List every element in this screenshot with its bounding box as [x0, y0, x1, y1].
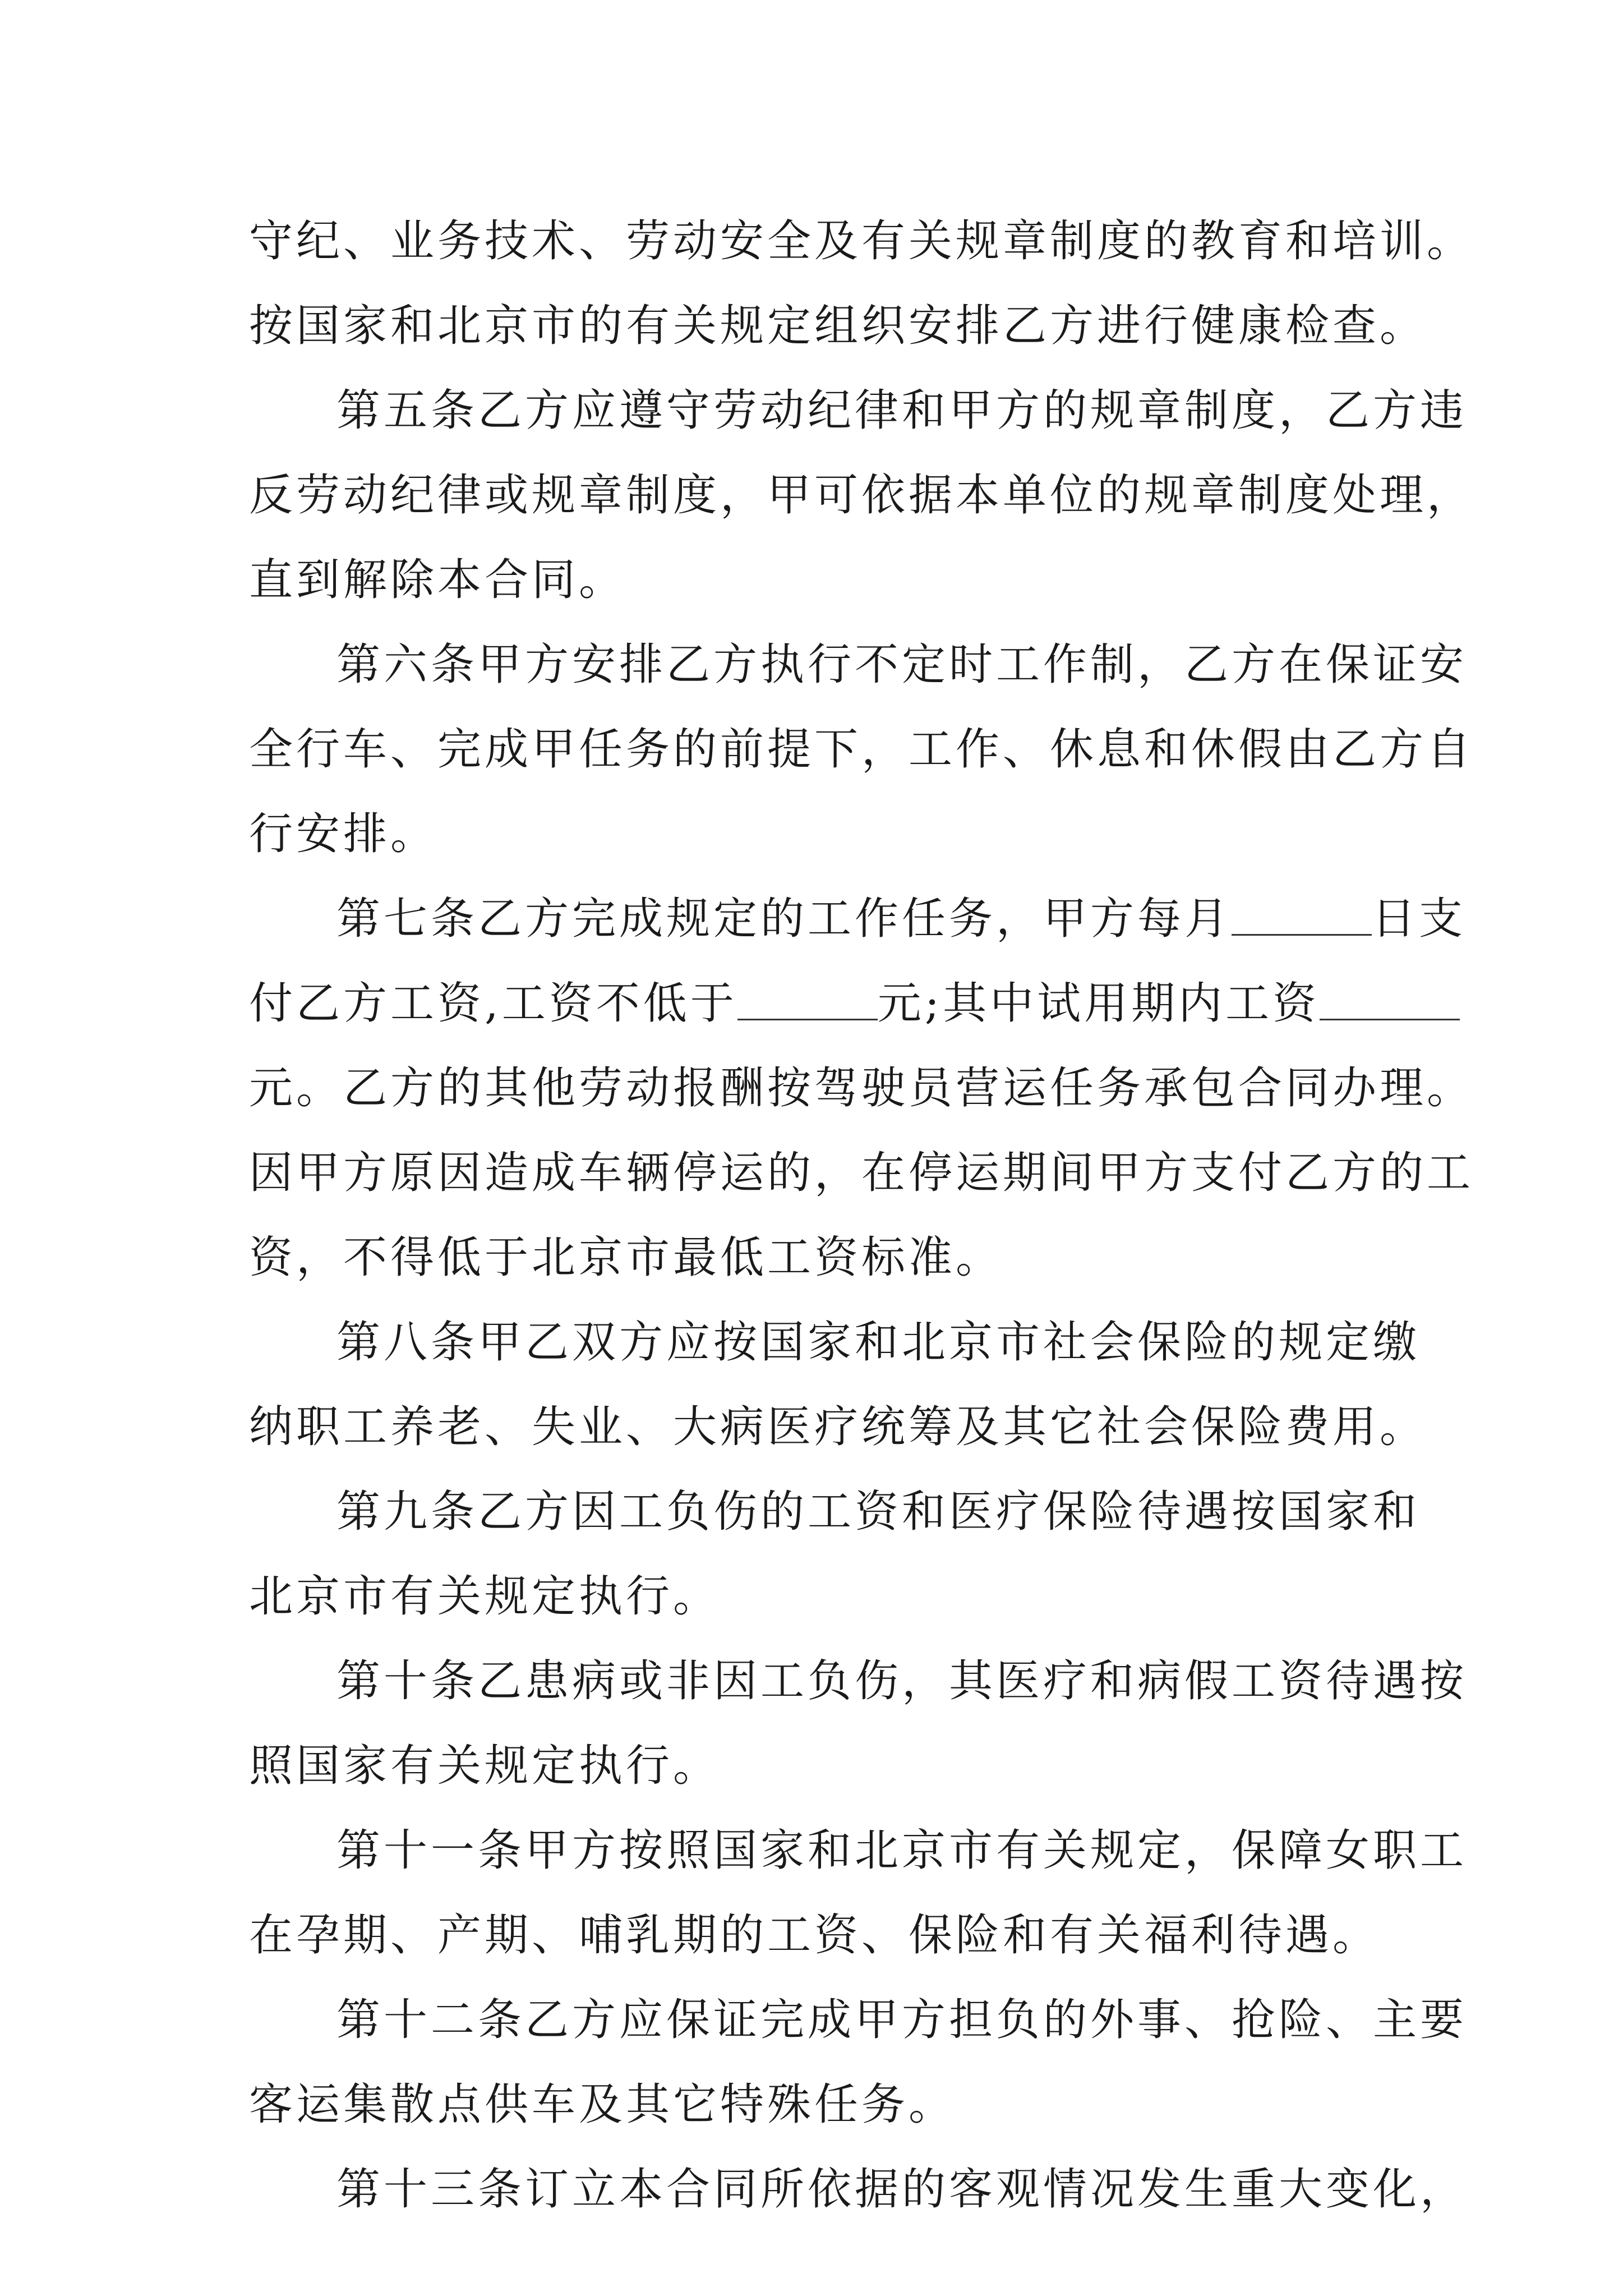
text-line [249, 707, 1474, 792]
text-line [249, 1554, 1382, 1639]
text-line [249, 199, 1474, 284]
text-segment: 行安排。 [249, 809, 438, 859]
paragraph [249, 1978, 1468, 2147]
text-line [249, 961, 1382, 1046]
text-segment: 北京市有关规定执行。 [249, 1571, 721, 1622]
text-segment: 第十三条订立本合同所依据的客观情况发生重大变化， [336, 2164, 1468, 2215]
fill-in-blank[interactable] [1232, 892, 1372, 936]
paragraph [249, 1470, 1421, 1639]
text-segment: 元。乙方的其他劳动报酬按驾驶员营运任务承包合同办理。 [249, 1063, 1474, 1114]
text-segment: 第十一条甲方按照国家和北京市有关规定，保障女职工 [336, 1825, 1468, 1876]
text-segment: 客运集散点供车及其它特殊任务。 [249, 2079, 956, 2130]
text-segment: 付乙方工资,工资不低于 [249, 978, 737, 1029]
text-line [249, 2147, 1468, 2232]
text-line [249, 1809, 1468, 1893]
paragraph [249, 1300, 1427, 1470]
text-line [249, 1385, 1427, 1470]
text-segment: 第九条乙方因工负伤的工资和医疗保险待遇按国家和 [336, 1487, 1421, 1537]
text-line [249, 369, 1468, 453]
text-segment: 按国家和北京市的有关规定组织安排乙方进行健康检查。 [249, 301, 1427, 351]
text-segment: 元;其中试用期内工资 [877, 978, 1320, 1029]
paragraph [249, 1639, 1468, 1809]
text-line [249, 877, 1467, 961]
paragraph [249, 199, 1474, 369]
text-line [249, 1046, 1474, 1131]
text-line [249, 453, 1474, 538]
text-line [249, 1470, 1421, 1554]
text-line [249, 1300, 1421, 1385]
text-line [249, 2063, 1382, 2147]
text-line [249, 1978, 1468, 2063]
document-body [249, 199, 1474, 2232]
text-segment: 第十二条乙方应保证完成甲方担负的外事、抢险、主要 [336, 1995, 1468, 2045]
paragraph [249, 623, 1474, 877]
text-line [249, 1893, 1382, 1978]
text-segment: 直到解除本合同。 [249, 555, 626, 605]
text-line [249, 623, 1468, 707]
text-segment: 第十条乙患病或非因工负伤，其医疗和病假工资待遇按 [336, 1656, 1468, 1706]
text-segment: 第八条甲乙双方应按国家和北京市社会保险的规定缴 [336, 1317, 1421, 1368]
text-segment: 纳职工养老、失业、大病医疗统筹及其它社会保险费用。 [249, 1402, 1427, 1452]
paragraph [249, 1809, 1468, 1978]
text-segment: 反劳动纪律或规章制度，甲可依据本单位的规章制度处理， [249, 470, 1474, 521]
text-line [249, 792, 1382, 877]
text-line [249, 538, 1382, 623]
text-line [249, 1131, 1474, 1216]
text-line [249, 284, 1427, 369]
text-segment: 第六条甲方安排乙方执行不定时工作制，乙方在保证安 [336, 639, 1468, 690]
paragraph [249, 2147, 1468, 2232]
text-segment: 在孕期、产期、哺乳期的工资、保险和有关福利待遇。 [249, 1910, 1380, 1961]
paragraph [249, 877, 1474, 1300]
text-segment: 资，不得低于北京市最低工资标准。 [249, 1232, 1003, 1283]
text-segment: 因甲方原因造成车辆停运的，在停运期间甲方支付乙方的工 [249, 1148, 1474, 1198]
text-segment: 守纪、业务技术、劳动安全及有关规章制度的教育和培训。 [249, 216, 1474, 266]
fill-in-blank[interactable] [1320, 977, 1460, 1020]
text-line [249, 1639, 1468, 1724]
fill-in-blank[interactable] [737, 977, 878, 1020]
text-segment: 照国家有关规定执行。 [249, 1741, 721, 1791]
text-line [249, 1724, 1382, 1809]
text-segment: 日支 [1372, 894, 1467, 944]
text-segment: 第七条乙方完成规定的工作任务，甲方每月 [336, 894, 1232, 944]
text-segment: 全行车、完成甲任务的前提下，工作、休息和休假由乙方自 [249, 724, 1474, 775]
text-segment: 第五条乙方应遵守劳动纪律和甲方的规章制度，乙方违 [336, 385, 1468, 436]
text-line [249, 1216, 1382, 1300]
paragraph [249, 369, 1474, 623]
